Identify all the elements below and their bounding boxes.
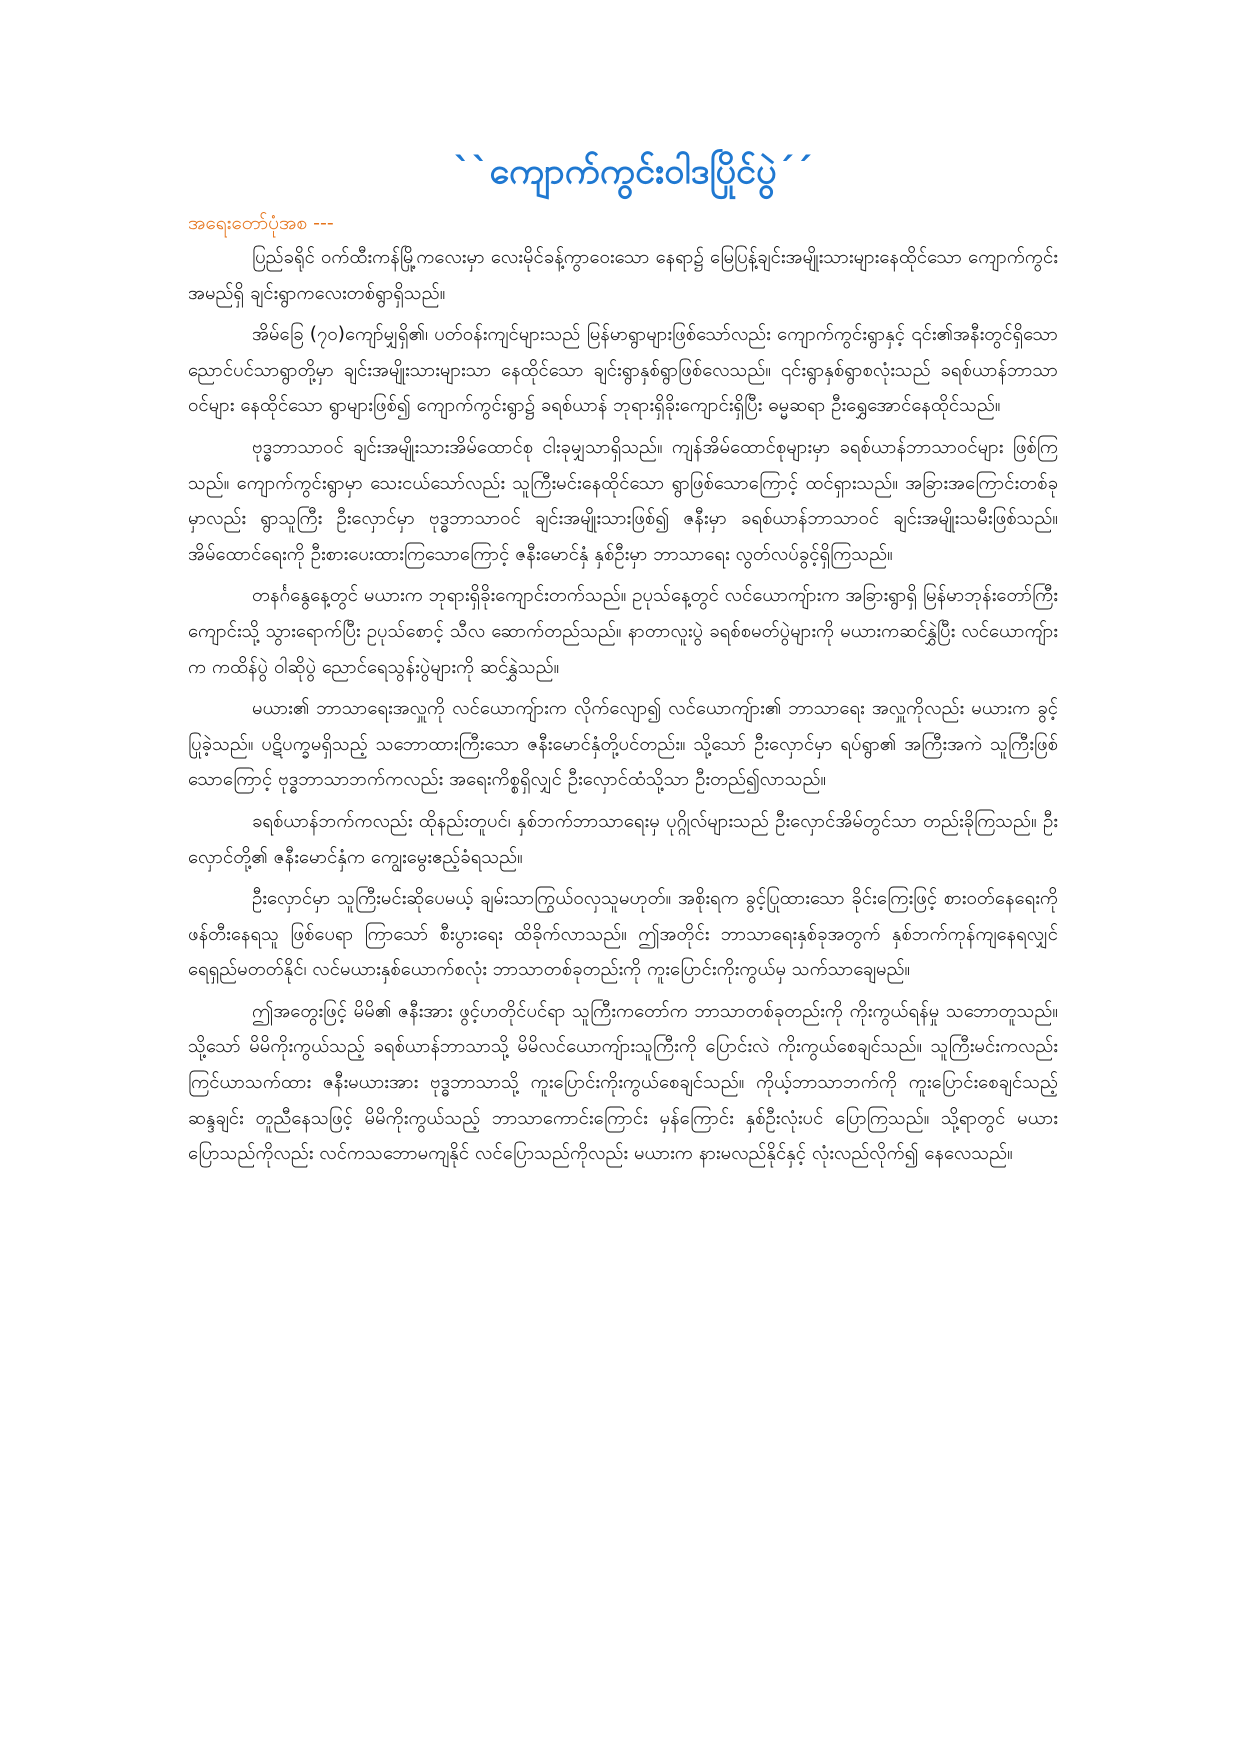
body-paragraph-3: ဗုဒ္ဓဘာသာဝင် ချင်းအမျိုးသားအိမ်ထောင်စု ငါးခုမျှသာရှိသည်။ ကျန်အိမ်ထောင်စုများမှာ ခရစ်ယာန်ဘာသာဝင်များ ဖြစ်ကြသည်။ ကျောက်ကွင်းရွာမှာ သေးငယ်သော်လည်း သူကြီးမင်းနေထိုင်သော ရွာဖြစ်သောကြောင့် ထင်ရှားသည်။ အခြားအကြောင်းတစ်ခုမှာလည်း ရွာသူကြီး ဦးလှောင်မှာ ဗုဒ္ဓဘာသာဝင် ချင်းအမျိုးသားဖြစ်၍ ဇနီးမှာ ခရစ်ယာန်ဘာသာဝင် ချင်းအမျိုးသမီးဖြစ်သည်။ အိမ်ထောင်ရေးကို ဦးစားပေးထားကြသောကြောင့် ဇနီးမောင်နှံ နှစ်ဦးမှာ ဘာသာရေး လွတ်လပ်ခွင့်ရှိကြသည်။ — [188, 436, 1058, 565]
body-paragraph-5: မယား၏ ဘာသာရေးအလှူကို လင်ယောကျ်ားက လိုက်လျော၍ လင်ယောကျ်ား၏ ဘာသာရေး အလှူကိုလည်း မယားက ခွင့်ပြုခဲ့သည်။ ပဋိပက္ခမရှိသည့် သဘောထားကြီးသော ဇနီးမောင်နှံတို့ပင်တည်း။ သို့သော် ဦးလှောင်မှာ ရပ်ရွာ၏ အကြီးအကဲ သူကြီးဖြစ်သောကြောင့် ဗုဒ္ဓဘာသာဘက်ကလည်း အရေးကိစ္စရှိလျှင် ဦးလှောင်ထံသို့သာ ဦးတည်၍လာသည်။ — [188, 698, 1058, 791]
article-title: ``ကျောက်ကွင်းဝါဒပြိုင်ပွဲ´´ — [453, 151, 813, 192]
body-paragraph-1: ပြည်ခရိုင် ဝက်ထီးကန်မြို့ကလေးမှာ လေးမိုင်ခန့်ကွာဝေးသော နေရာ၌ မြေပြန့်ချင်းအမျိုးသားများနေထိုင်သော ကျောက်ကွင်းအမည်ရှိ ချင်းရွာကလေးတစ်ရွာရှိသည်။ — [188, 247, 1058, 304]
document-page — [188, 150, 1058, 1178]
body-paragraph-2: အိမ်ခြေ (၇၀)ကျော်မျှရှိ၏၊ ပတ်ဝန်းကျင်များသည် မြန်မာရွာများဖြစ်သော်လည်း ကျောက်ကွင်းရွာနှင့် ၎င်း၏အနီးတွင်ရှိသော ညောင်ပင်သာရွာတို့မှာ ချင်းအမျိုးသားများသာ နေထိုင်သော ချင်းရွာနှစ်ရွာဖြစ်လေသည်။ ၎င်းရွာနှစ်ရွာစလုံးသည် ခရစ်ယာန်ဘာသာဝင်များ နေထိုင်သော ရွာများဖြစ်၍ ကျောက်ကွင်းရွာ၌ ခရစ်ယာန် ဘုရားရှိခိုးကျောင်းရှိပြီး ဓမ္မဆရာ ဦးရွှေအောင်နေထိုင်သည်။ — [188, 324, 1058, 417]
body-paragraph-8: ဤအတွေးဖြင့် မိမိ၏ ဇနီးအား ဖွင့်ဟတိုင်ပင်ရာ သူကြီးကတော်က ဘာသာတစ်ခုတည်းကို ကိုးကွယ်ရန်မှု သဘောတူသည်။ သို့သော် မိမိကိုးကွယ်သည့် ခရစ်ယာန်ဘာသာသို့ မိမိလင်ယောကျ်ားသူကြီးကို ပြောင်းလဲ ကိုးကွယ်စေချင်သည်။ သူကြီးမင်းကလည်း ကြင်ယာသက်ထား ဇနီးမယားအား ဗုဒ္ဓဘာသာသို့ ကူးပြောင်းကိုးကွယ်စေချင်သည်။ ကိုယ့်ဘာသာဘက်ကို ကူးပြောင်းစေချင်သည့် ဆန္ဒချင်း တူညီနေသဖြင့် မိမိကိုးကွယ်သည့် ဘာသာကောင်းကြောင်း မှန်ကြောင်း နှစ်ဦးလုံးပင် ပြောကြသည်။ သို့ရာတွင် မယားပြောသည်ကိုလည်း လင်ကသဘောမကျနိုင် လင်ပြောသည်ကိုလည်း မယားက နားမလည်နိုင်နှင့် လုံးလည်လိုက်၍ နေလေသည်။ — [188, 1000, 1058, 1165]
body-paragraph-6: ခရစ်ယာန်ဘက်ကလည်း ထိုနည်းတူပင်၊ နှစ်ဘက်ဘာသာရေးမှ ပုဂ္ဂိုလ်များသည် ဦးလှောင်အိမ်တွင်သာ တည်းခိုကြသည်။ ဦးလှောင်တို့၏ ဇနီးမောင်နှံက ကျွေးမွေးဧည့်ခံရသည်။ — [188, 810, 1058, 868]
body-paragraph-4: တနင်္ဂနွေနေ့တွင် မယားက ဘုရားရှိခိုးကျောင်းတက်သည်။ ဥပုသ်နေ့တွင် လင်ယောကျ်ားက အခြားရွာရှိ မြန်မာဘုန်းတော်ကြီးကျောင်းသို့ သွားရောက်ပြီး ဥပုသ်စောင့် သီလ ဆောက်တည်သည်။ နာတာလူးပွဲ ခရစ်စမတ်ပွဲများကို မယားကဆင်နွှဲပြီး လင်ယောကျ်ားက ကထိန်ပွဲ ဝါဆိုပွဲ ညောင်ရေသွန်းပွဲများကို ဆင်နွှဲသည်။ — [188, 585, 1058, 678]
body-paragraph-7: ဦးလှောင်မှာ သူကြီးမင်းဆိုပေမယ့် ချမ်းသာကြွယ်ဝလှသူမဟုတ်။ အစိုးရက ခွင့်ပြုထားသော ခိုင်းကြေးဖြင့် စားဝတ်နေရေးကို ဖန်တီးနေရသူ ဖြစ်ပေရာ ကြာသော် စီးပွားရေး ထိခိုက်လာသည်။ ဤအတိုင်း ဘာသာရေးနှစ်ခုအတွက် နှစ်ဘက်ကုန်ကျနေရလျှင် ရေရှည်မတတ်နိုင်၊ လင်မယားနှစ်ယောက်စလုံး ဘာသာတစ်ခုတည်းကို ကူးပြောင်းကိုးကွယ်မှ သက်သာချေမည်။ — [188, 888, 1058, 981]
article-byline: အရေးတော်ပုံအစ --- — [188, 212, 334, 234]
